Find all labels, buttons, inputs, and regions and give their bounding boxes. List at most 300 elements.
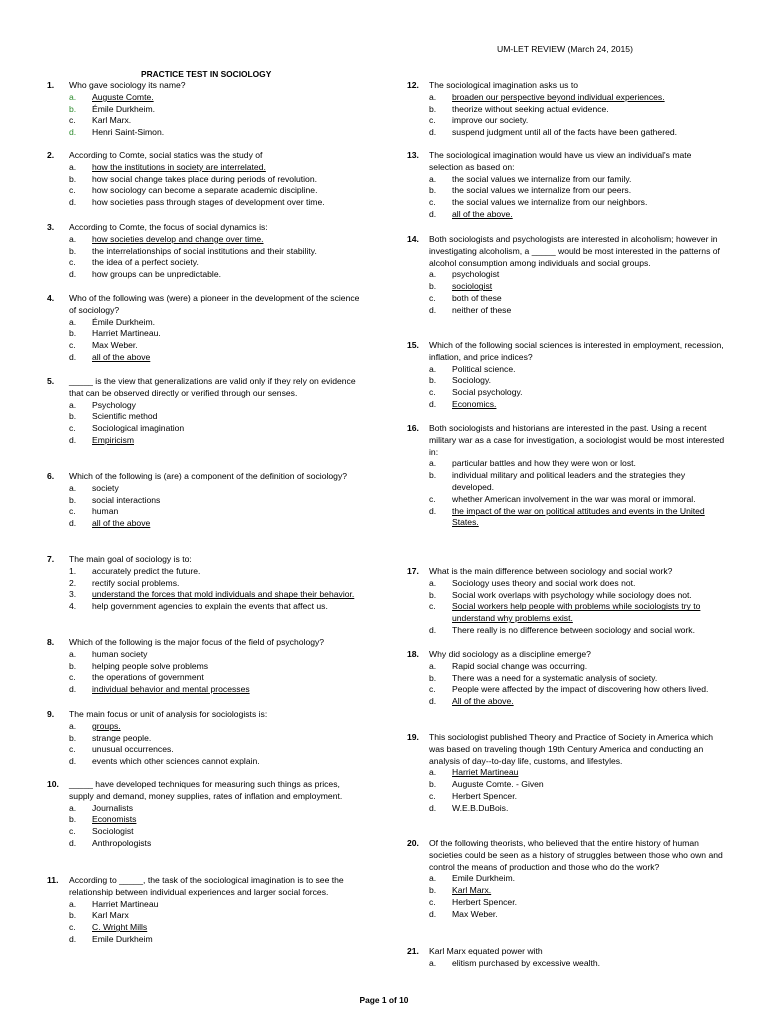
answer-option xyxy=(429,375,727,387)
answer-option xyxy=(69,328,367,340)
answer-option xyxy=(69,246,367,258)
option-letter: d. xyxy=(429,624,437,635)
option-letter: b. xyxy=(69,245,77,256)
option-letter: 4. xyxy=(69,601,77,612)
question-13 xyxy=(407,150,727,221)
answer-option xyxy=(429,897,727,909)
question-text: The sociological imagination would have us view an individual's mate selection as based on: xyxy=(429,150,692,172)
option-text: society xyxy=(92,482,119,493)
question-16 xyxy=(407,423,727,529)
option-letter: d. xyxy=(69,933,77,944)
option-text: the social values we internalize from our neighbors. xyxy=(452,197,648,208)
option-letter: c. xyxy=(429,115,436,126)
answer-option xyxy=(69,269,367,281)
question-text: _____ have developed techniques for measuring such things as prices, supply and demand, money supplies, rates of inflation and employment. xyxy=(69,779,343,801)
answer-option xyxy=(69,721,367,733)
option-text: the operations of government xyxy=(92,672,204,683)
answer-option xyxy=(69,197,367,209)
option-text: Scientific method xyxy=(92,411,158,422)
option-text: Social work overlaps with psychology while sociology does not. xyxy=(452,589,692,600)
answer-option xyxy=(429,791,727,803)
option-text: Harriet Martineau xyxy=(92,898,159,909)
option-letter: 2. xyxy=(69,577,77,588)
question-text: Which of the following social sciences is interested in employment, recession, inflation, and price indices? xyxy=(429,340,724,362)
option-text: Sociologist xyxy=(92,826,134,837)
option-letter: c. xyxy=(429,493,436,504)
question-number: 13. xyxy=(407,150,419,160)
question-number: 15. xyxy=(407,340,419,350)
option-text: the social values we internalize from our peers. xyxy=(452,185,632,196)
answer-option xyxy=(429,293,727,305)
option-letter: a. xyxy=(69,399,77,410)
answer-option xyxy=(429,684,727,696)
answer-option xyxy=(69,589,367,601)
answer-option xyxy=(429,115,727,127)
question-number: 9. xyxy=(47,709,55,719)
question-text: Karl Marx equated power with xyxy=(429,946,543,956)
question-text: The main focus or unit of analysis for sociologists is: xyxy=(69,709,268,719)
document-title: PRACTICE TEST IN SOCIOLOGY xyxy=(141,69,272,79)
question-3 xyxy=(47,222,367,281)
answer-option xyxy=(69,435,367,447)
question-4 xyxy=(47,293,367,364)
option-letter: b. xyxy=(69,494,77,505)
option-letter: b. xyxy=(429,281,437,292)
answer-option xyxy=(429,185,727,197)
answer-option xyxy=(69,910,367,922)
option-text: psychologist xyxy=(452,269,500,280)
question-text: _____ is the view that generalizations are valid only if they rely on evidence that can be observed directly or verified through our senses. xyxy=(69,376,356,398)
option-text: helping people solve problems xyxy=(92,660,209,671)
option-letter: b. xyxy=(429,589,437,600)
answer-option xyxy=(69,601,367,613)
question-7 xyxy=(47,554,367,613)
question-18 xyxy=(407,649,727,708)
question-text: According to Comte, the focus of social dynamics is: xyxy=(69,222,268,232)
option-text: individual military and political leaders and the strategies they developed. xyxy=(452,470,686,492)
correct-answer-text: how the institutions in society are interrelated. xyxy=(92,161,266,172)
correct-answer-text: the impact of the war on political attitudes and events in the United States. xyxy=(452,505,705,528)
option-letter: b. xyxy=(69,103,77,114)
answer-option xyxy=(429,601,727,625)
option-text: People were affected by the impact of discovering how others lived. xyxy=(452,684,709,695)
option-text: W.E.B.DuBois. xyxy=(452,802,509,813)
question-number: 12. xyxy=(407,80,419,90)
option-letter: d. xyxy=(429,127,437,138)
option-text: rectify social problems. xyxy=(92,577,180,588)
option-letter: a. xyxy=(69,720,77,731)
option-text: Max Weber. xyxy=(452,908,498,919)
question-text: According to Comte, social statics was the study of xyxy=(69,150,263,160)
question-21 xyxy=(407,946,727,970)
question-number: 6. xyxy=(47,471,55,481)
option-letter: d. xyxy=(69,197,77,208)
option-letter: a. xyxy=(429,660,437,671)
option-letter: a. xyxy=(429,957,437,968)
question-number: 4. xyxy=(47,293,55,303)
option-text: human society xyxy=(92,648,148,659)
option-text: Emile Durkheim. xyxy=(452,873,516,884)
answer-option xyxy=(429,661,727,673)
option-letter: c. xyxy=(69,257,76,268)
correct-answer-text: Harriet Martineau xyxy=(452,767,519,778)
answer-option xyxy=(69,506,367,518)
correct-answer-text: sociologist xyxy=(452,281,493,292)
option-text: Rapid social change was occurring. xyxy=(452,660,588,671)
option-text: Political science. xyxy=(452,363,516,374)
option-letter: c. xyxy=(69,115,76,126)
option-text: Journalists xyxy=(92,802,134,813)
option-letter: b. xyxy=(429,672,437,683)
question-9 xyxy=(47,709,367,768)
option-letter: a. xyxy=(429,577,437,588)
option-text: Henri Saint-Simon. xyxy=(92,127,165,138)
option-letter: d. xyxy=(69,434,77,445)
correct-answer-text: Auguste Comte. xyxy=(92,91,154,102)
option-letter: a. xyxy=(69,482,77,493)
question-number: 10. xyxy=(47,779,59,789)
option-text: events which other sciences cannot explain. xyxy=(92,756,260,767)
option-letter: a. xyxy=(429,458,437,469)
question-number: 7. xyxy=(47,554,55,564)
option-text: how social change takes place during periods of revolution. xyxy=(92,173,318,184)
answer-option xyxy=(429,305,727,317)
answer-option xyxy=(69,483,367,495)
option-text: theorize without seeking actual evidence. xyxy=(452,103,609,114)
answer-option xyxy=(69,922,367,934)
correct-answer-text: all of the above xyxy=(92,351,151,362)
option-letter: b. xyxy=(69,173,77,184)
option-text: Sociology. xyxy=(452,375,492,386)
option-letter: d. xyxy=(429,696,437,707)
option-letter: c. xyxy=(69,672,76,683)
answer-option xyxy=(429,399,727,411)
option-letter: c. xyxy=(69,826,76,837)
option-letter: b. xyxy=(429,103,437,114)
answer-option xyxy=(429,506,727,530)
option-text: whether American involvement in the war was moral or immoral. xyxy=(452,493,696,504)
answer-option xyxy=(69,838,367,850)
option-letter: a. xyxy=(69,316,77,327)
option-text: the interrelationships of social institutions and their stability. xyxy=(92,245,317,256)
option-letter: d. xyxy=(429,505,437,516)
option-text: elitism purchased by excessive wealth. xyxy=(452,957,601,968)
answer-option xyxy=(429,873,727,885)
question-text: The sociological imagination asks us to xyxy=(429,80,579,90)
question-number: 11. xyxy=(47,875,59,885)
answer-option xyxy=(69,352,367,364)
option-text: Harriet Martineau. xyxy=(92,328,161,339)
question-number: 8. xyxy=(47,637,55,647)
question-6 xyxy=(47,471,367,530)
question-number: 19. xyxy=(407,732,419,742)
question-12 xyxy=(407,80,727,139)
option-text: both of these xyxy=(452,292,502,303)
question-number: 14. xyxy=(407,234,419,244)
question-20 xyxy=(407,838,727,921)
question-text: What is the main difference between sociology and social work? xyxy=(429,566,673,576)
correct-answer-text: Economics. xyxy=(452,398,497,409)
answer-option xyxy=(429,590,727,602)
answer-option xyxy=(69,518,367,530)
answer-option xyxy=(69,684,367,696)
correct-answer-text: Empiricism xyxy=(92,434,135,445)
option-text: Herbert Spencer. xyxy=(452,896,517,907)
option-text: Psychology xyxy=(92,399,136,410)
question-number: 1. xyxy=(47,80,55,90)
question-text: Which of the following is the major focus of the field of psychology? xyxy=(69,637,325,647)
answer-option xyxy=(69,411,367,423)
answer-option xyxy=(69,127,367,139)
option-letter: b. xyxy=(429,779,437,790)
option-letter: b. xyxy=(429,375,437,386)
option-letter: a. xyxy=(429,767,437,778)
answer-option xyxy=(69,733,367,745)
question-5 xyxy=(47,376,367,447)
option-letter: d. xyxy=(429,802,437,813)
option-text: the idea of a perfect society. xyxy=(92,257,199,268)
answer-option xyxy=(429,92,727,104)
option-letter: d. xyxy=(429,208,437,219)
answer-option xyxy=(429,127,727,139)
question-text: Which of the following is (are) a component of the definition of sociology? xyxy=(69,471,348,481)
option-letter: c. xyxy=(429,292,436,303)
option-letter: d. xyxy=(429,908,437,919)
answer-option xyxy=(429,909,727,921)
answer-option xyxy=(69,826,367,838)
option-letter: a. xyxy=(69,802,77,813)
option-letter: d. xyxy=(69,127,77,138)
answer-option xyxy=(429,803,727,815)
option-letter: b. xyxy=(429,885,437,896)
answer-option xyxy=(69,162,367,174)
option-text: unusual occurrences. xyxy=(92,744,174,755)
option-letter: a. xyxy=(69,233,77,244)
option-text: Émile Durkheim. xyxy=(92,316,156,327)
option-letter: d. xyxy=(69,837,77,848)
option-text: Karl Marx. xyxy=(92,115,132,126)
option-letter: b. xyxy=(69,660,77,671)
option-letter: a. xyxy=(69,91,77,102)
option-letter: d. xyxy=(429,398,437,409)
option-letter: a. xyxy=(69,648,77,659)
option-letter: c. xyxy=(69,506,76,517)
answer-option xyxy=(429,387,727,399)
option-letter: a. xyxy=(429,173,437,184)
option-text: Auguste Comte. - Given xyxy=(452,779,544,790)
option-letter: a. xyxy=(429,91,437,102)
answer-option xyxy=(429,625,727,637)
correct-answer-text: how societies develop and change over time. xyxy=(92,233,264,244)
option-letter: a. xyxy=(429,269,437,280)
correct-answer-text: Social workers help people with problems while sociologists try to understand why problems exist. xyxy=(452,601,701,624)
question-2 xyxy=(47,150,367,209)
question-11 xyxy=(47,875,367,946)
correct-answer-text: understand the forces that mold individuals and shape their behavior. xyxy=(92,589,355,600)
option-text: Sociology uses theory and social work does not. xyxy=(452,577,636,588)
answer-option xyxy=(69,185,367,197)
option-text: how sociology can become a separate academic discipline. xyxy=(92,185,318,196)
question-number: 20. xyxy=(407,838,419,848)
answer-option xyxy=(429,673,727,685)
question-number: 2. xyxy=(47,150,55,160)
question-text: Both sociologists and psychologists are interested in alcoholism; however in investigating alcoholism, a _____ would be most interested in the patterns of alcohol consumption among individuals and social groups. xyxy=(429,234,720,268)
answer-option xyxy=(69,115,367,127)
question-text: Why did sociology as a discipline emerge? xyxy=(429,649,591,659)
option-text: suspend judgment until all of the facts have been gathered. xyxy=(452,127,678,138)
option-text: Karl Marx xyxy=(92,910,129,921)
answer-option xyxy=(429,104,727,116)
option-letter: 3. xyxy=(69,589,77,600)
option-text: social interactions xyxy=(92,494,161,505)
option-letter: 1. xyxy=(69,565,77,576)
option-letter: c. xyxy=(429,684,436,695)
option-text: Anthropologists xyxy=(92,837,152,848)
option-text: There really is no difference between sociology and social work. xyxy=(452,624,695,635)
option-text: accurately predict the future. xyxy=(92,565,201,576)
question-text: Who gave sociology its name? xyxy=(69,80,186,90)
question-number: 17. xyxy=(407,566,419,576)
question-10 xyxy=(47,779,367,850)
answer-option xyxy=(429,269,727,281)
correct-answer-text: individual behavior and mental processes xyxy=(92,684,250,695)
answer-option xyxy=(429,174,727,186)
answer-option xyxy=(69,649,367,661)
question-text: This sociologist published Theory and Practice of Society in America which was based on traveling though 19th Century America and conducting an analysis of day--to-day life, customs, and lifestyles. xyxy=(429,732,714,766)
option-letter: c. xyxy=(69,744,76,755)
correct-answer-text: Economists xyxy=(92,814,137,825)
answer-option xyxy=(429,767,727,779)
question-number: 3. xyxy=(47,222,55,232)
correct-answer-text: Karl Marx. xyxy=(452,885,492,896)
correct-answer-text: groups. xyxy=(92,720,121,731)
option-text: improve our society. xyxy=(452,115,529,126)
option-letter: c. xyxy=(69,423,76,434)
option-text: Social psychology. xyxy=(452,387,523,398)
answer-option xyxy=(69,92,367,104)
question-text: Who of the following was (were) a pioneer in the development of the science of sociology? xyxy=(69,293,360,315)
question-number: 18. xyxy=(407,649,419,659)
question-8 xyxy=(47,637,367,696)
answer-option xyxy=(69,803,367,815)
answer-option xyxy=(69,814,367,826)
option-text: how societies pass through stages of development over time. xyxy=(92,197,325,208)
option-text: neither of these xyxy=(452,304,512,315)
answer-option xyxy=(429,470,727,494)
option-letter: c. xyxy=(69,185,76,196)
answer-option xyxy=(429,364,727,376)
option-letter: b. xyxy=(429,470,437,481)
option-letter: b. xyxy=(69,328,77,339)
answer-option xyxy=(69,578,367,590)
option-text: human xyxy=(92,506,119,517)
question-number: 21. xyxy=(407,946,419,956)
answer-option xyxy=(429,197,727,209)
answer-option xyxy=(69,234,367,246)
question-number: 16. xyxy=(407,423,419,433)
correct-answer-text: C. Wright Mills xyxy=(92,922,148,933)
answer-option xyxy=(429,281,727,293)
answer-option xyxy=(69,257,367,269)
question-14 xyxy=(407,234,727,317)
answer-option xyxy=(69,423,367,435)
answer-option xyxy=(69,744,367,756)
option-letter: c. xyxy=(69,340,76,351)
answer-option xyxy=(69,174,367,186)
answer-option xyxy=(69,340,367,352)
answer-option xyxy=(69,400,367,412)
question-17 xyxy=(407,566,727,637)
option-text: Max Weber. xyxy=(92,340,138,351)
option-letter: c. xyxy=(429,896,436,907)
answer-option xyxy=(429,209,727,221)
correct-answer-text: All of the above. xyxy=(452,696,514,707)
answer-option xyxy=(429,885,727,897)
option-text: Émile Durkheim. xyxy=(92,103,156,114)
option-letter: b. xyxy=(69,814,77,825)
question-15 xyxy=(407,340,727,411)
option-text: the social values we internalize from our family. xyxy=(452,173,632,184)
option-letter: c. xyxy=(429,387,436,398)
page-footer: Page 1 of 10 xyxy=(359,995,409,1005)
option-text: Herbert Spencer. xyxy=(452,790,517,801)
answer-option xyxy=(429,958,727,970)
question-text: Both sociologists and historians are interested in the past. Using a recent military war as a case for investigation, a sociologist would be most interested in: xyxy=(429,423,725,457)
option-letter: b. xyxy=(429,185,437,196)
option-letter: d. xyxy=(69,684,77,695)
answer-option xyxy=(429,578,727,590)
option-text: how groups can be unpredictable. xyxy=(92,269,221,280)
answer-option xyxy=(69,566,367,578)
option-letter: b. xyxy=(69,411,77,422)
answer-option xyxy=(429,779,727,791)
answer-option xyxy=(429,458,727,470)
option-letter: b. xyxy=(69,732,77,743)
question-text: The main goal of sociology is to: xyxy=(69,554,192,564)
question-19 xyxy=(407,732,727,815)
option-letter: a. xyxy=(429,363,437,374)
option-text: particular battles and how they were won or lost. xyxy=(452,458,636,469)
option-text: help government agencies to explain the events that affect us. xyxy=(92,601,328,612)
option-letter: c. xyxy=(429,790,436,801)
question-number: 5. xyxy=(47,376,55,386)
answer-option xyxy=(69,934,367,946)
answer-option xyxy=(69,317,367,329)
option-text: Sociological imagination xyxy=(92,423,185,434)
page-header: UM-LET REVIEW (March 24, 2015) xyxy=(497,44,633,54)
option-text: There was a need for a systematic analysis of society. xyxy=(452,672,658,683)
answer-option xyxy=(429,494,727,506)
answer-option xyxy=(429,696,727,708)
answer-option xyxy=(69,672,367,684)
option-letter: d. xyxy=(69,269,77,280)
option-letter: d. xyxy=(429,304,437,315)
option-text: Emile Durkheim xyxy=(92,933,153,944)
option-letter: c. xyxy=(69,922,76,933)
answer-option xyxy=(69,899,367,911)
option-letter: c. xyxy=(429,601,436,612)
correct-answer-text: all of the above. xyxy=(452,208,513,219)
option-text: strange people. xyxy=(92,732,152,743)
option-letter: a. xyxy=(69,898,77,909)
option-letter: c. xyxy=(429,197,436,208)
option-letter: d. xyxy=(69,756,77,767)
option-letter: a. xyxy=(69,161,77,172)
answer-option xyxy=(69,661,367,673)
answer-option xyxy=(69,495,367,507)
question-text: Of the following theorists, who believed that the entire history of human societies could be seen as a history of struggles between those who own and control the means of production and those who do the work? xyxy=(429,838,723,872)
option-letter: b. xyxy=(69,910,77,921)
